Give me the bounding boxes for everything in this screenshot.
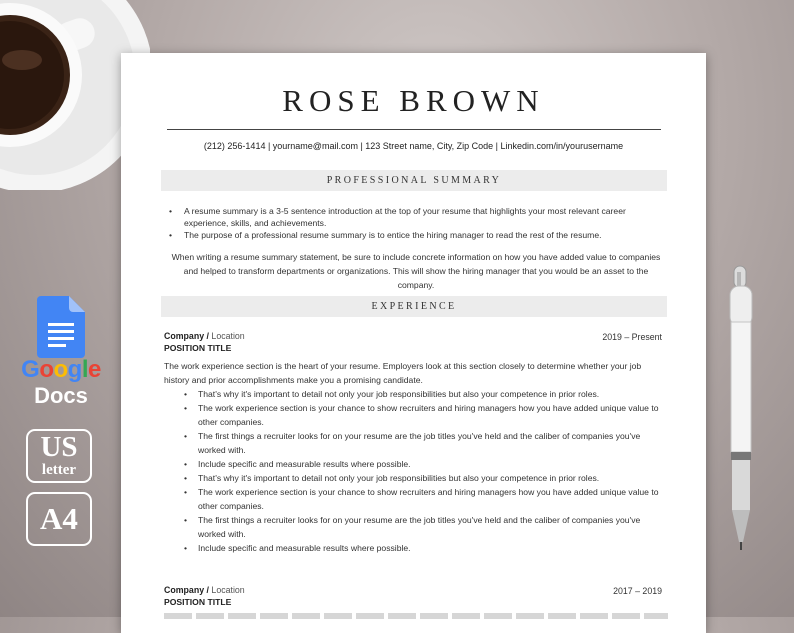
us-label: US	[40, 431, 78, 463]
cropped-text-line	[164, 613, 668, 619]
resume-name: ROSE BROWN	[282, 83, 545, 118]
google-letter: l	[81, 356, 88, 383]
pen-icon	[722, 262, 762, 552]
bullet-icon: •	[184, 515, 188, 525]
job-dates: 2017 – 2019	[613, 586, 662, 596]
bullet-icon: •	[169, 230, 173, 240]
job-bullet-list	[184, 387, 668, 555]
letter-label: letter	[41, 462, 77, 478]
google-letter: o	[53, 356, 68, 383]
job-position: POSITION TITLE	[164, 597, 232, 607]
summary-bullet: • The purpose of a professional resume summary is to entice the hiring manager to read the rest of the resume.	[169, 230, 602, 240]
bullet-icon: •	[184, 403, 188, 413]
bullet-icon: •	[169, 206, 173, 216]
google-docs-icon	[37, 296, 85, 358]
job-bullet: • That's why it's important to detail not only your job responsibilities but also your competence in prior roles.	[184, 389, 600, 399]
google-letter: g	[67, 356, 82, 383]
job-bullet: • The work experience section is your chance to show recruiters and hiring managers how you have added unique value to other companies.	[184, 487, 659, 511]
google-letter: G	[21, 356, 40, 383]
docs-label: Docs	[34, 383, 88, 408]
job-bullet: • Include specific and measurable results where possible.	[184, 543, 411, 553]
google-wordmark	[16, 356, 106, 384]
job-position: POSITION TITLE	[164, 343, 232, 353]
a4-badge: A4	[26, 492, 92, 546]
experience-section-header: EXPERIENCE	[161, 296, 667, 317]
job-bullet: • The first things a recruiter looks for on your resume are the job titles you've held and the caliber of companies you've worked with.	[184, 515, 641, 539]
job-bullet: • The first things a recruiter looks for on your resume are the job titles you've held and the caliber of companies you've worked with.	[184, 431, 641, 455]
bullet-icon: •	[184, 473, 188, 483]
job-company: Company / Location	[164, 331, 245, 341]
summary-bullet: • A resume summary is a 3-5 sentence introduction at the top of your resume that highlights your most relevant career experience, skills, and achievements.	[169, 206, 626, 228]
summary-section-header: PROFESSIONAL SUMMARY	[161, 170, 667, 191]
job-intro: The work experience section is the heart of your resume. Employers look at this section closely to determine whether your job history and prior accomplishments make you a promising candidate.	[164, 361, 642, 385]
google-letter: o	[39, 356, 54, 383]
bullet-icon: •	[184, 487, 188, 497]
us-letter-badge	[26, 429, 92, 483]
job-company: Company / Location	[164, 585, 245, 595]
job-bullet: • The work experience section is your chance to show recruiters and hiring managers how you have added unique value to other companies.	[184, 403, 659, 427]
summary-paragraph: When writing a resume summary statement, be sure to include concrete information on how you have added value to companies and helped to transform departments or organizations. This will show the hiring manager that you would be an asset to the company.	[171, 252, 661, 290]
google-docs-badge	[16, 296, 106, 411]
bullet-icon: •	[184, 459, 188, 469]
job-bullet: • That's why it's important to detail not only your job responsibilities but also your competence in prior roles.	[184, 473, 600, 483]
job-dates: 2019 – Present	[602, 332, 662, 342]
bullet-icon: •	[184, 389, 188, 399]
google-letter: e	[88, 356, 101, 383]
job-bullet: • Include specific and measurable results where possible.	[184, 459, 411, 469]
bullet-icon: •	[184, 431, 188, 441]
name-divider	[167, 129, 661, 130]
bullet-icon: •	[184, 543, 188, 553]
resume-page	[121, 53, 706, 633]
contact-line: (212) 256-1414 | yourname@mail.com | 123 Street name, City, Zip Code | Linkedin.com/in/yourusername	[203, 141, 624, 151]
